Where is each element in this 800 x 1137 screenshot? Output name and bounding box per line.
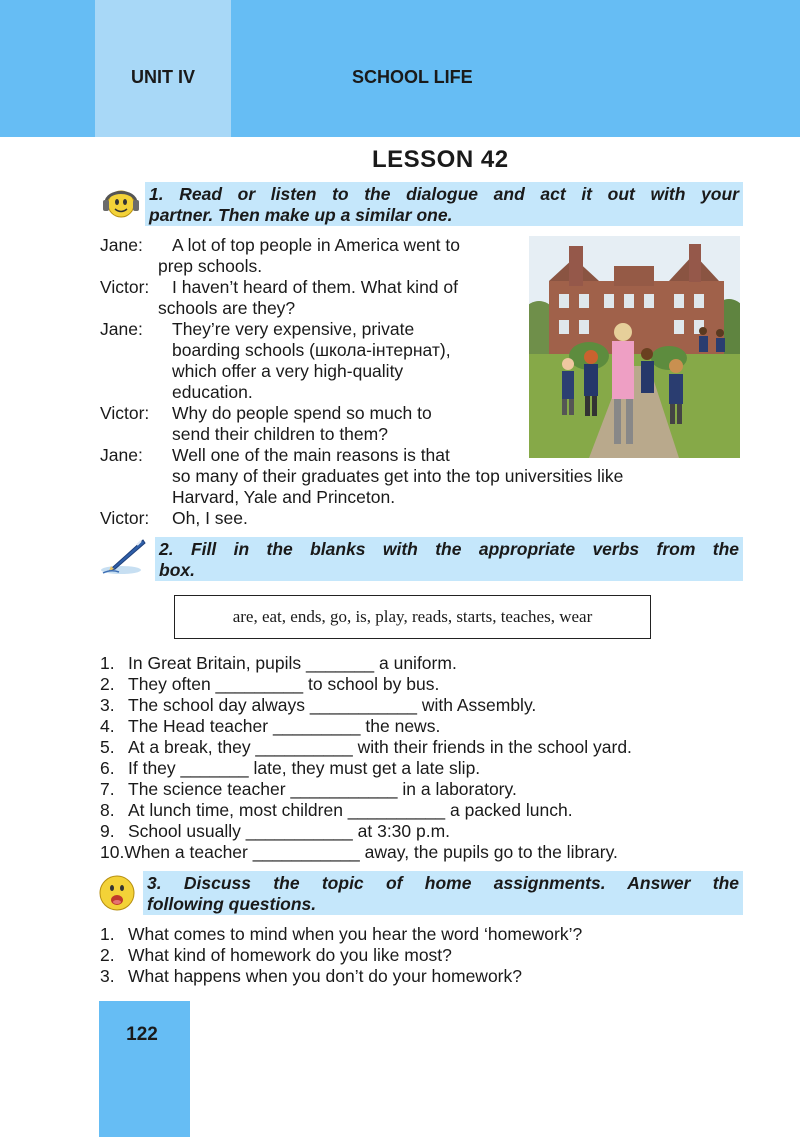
- exercise-item: 6. If they _______ late, they must get a late slip.: [100, 758, 481, 778]
- task1-line1: 1. Read or listen to the dialogue and act it out with your: [149, 184, 739, 204]
- exercise-item: 10.When a teacher ___________ away, the pupils go to the library.: [100, 842, 618, 862]
- task1-instruction: [145, 182, 743, 226]
- dialogue-line: education.: [172, 382, 253, 402]
- exercise-item: 2. They often _________ to school by bus.: [100, 674, 440, 694]
- question-item: 3. What happens when you don’t do your homework?: [100, 966, 522, 986]
- dialogue-line: schools are they?: [158, 298, 296, 318]
- question-item: 1. What comes to mind when you hear the word ‘homework’?: [100, 924, 583, 944]
- dialogue-speaker: Victor:: [100, 277, 150, 297]
- dialogue-line: I haven’t heard of them. What kind of: [172, 277, 458, 297]
- page-number: 122: [126, 1024, 158, 1045]
- exercise-item: 5. At a break, they __________ with their friends in the school yard.: [100, 737, 632, 757]
- dialogue-line: boarding schools (школа-інтернат),: [172, 340, 451, 360]
- word-box: are, eat, ends, go, is, play, reads, starts, teaches, wear: [174, 595, 651, 639]
- dialogue-line: A lot of top people in America went to: [172, 235, 460, 255]
- exercise-item: 4. The Head teacher _________ the news.: [100, 716, 441, 736]
- unit-label: UNIT IV: [130, 67, 195, 87]
- task3-line1: 3. Discuss the topic of home assignments. Answer the: [147, 873, 739, 893]
- exercise-item: 1. In Great Britain, pupils _______ a uniform.: [100, 653, 457, 673]
- dialogue-speaker: Jane:: [100, 319, 143, 339]
- exercise-item: 8. At lunch time, most children __________ a packed lunch.: [100, 800, 573, 820]
- question-item: 2. What kind of homework do you like most?: [100, 945, 452, 965]
- dialogue-line: They’re very expensive, private: [172, 319, 415, 339]
- dialogue-line: Why do people spend so much to: [172, 403, 432, 423]
- school-illustration: [529, 236, 740, 458]
- dialogue-line: Well one of the main reasons is that: [172, 445, 450, 465]
- pen-icon: [99, 537, 147, 577]
- dialogue-line: send their children to them?: [172, 424, 388, 444]
- dialogue-line: Oh, I see.: [172, 508, 248, 528]
- section-title: SCHOOL LIFE: [352, 67, 473, 87]
- dialogue-speaker: Victor:: [100, 403, 150, 423]
- exercise-item: 7. The science teacher ___________ in a laboratory.: [100, 779, 517, 799]
- task3-line2: following questions.: [147, 894, 317, 914]
- dialogue-speaker: Victor:: [100, 508, 150, 528]
- exercise-item: 3. The school day always ___________ with Assembly.: [100, 695, 537, 715]
- task2-line2: box.: [159, 560, 195, 580]
- task2-instruction: [155, 537, 743, 581]
- dialogue-line: Harvard, Yale and Princeton.: [172, 487, 396, 507]
- headphones-smiley-icon: [100, 181, 140, 223]
- dialogue-line: prep schools.: [158, 256, 263, 276]
- exercise-item: 9. School usually ___________ at 3:30 p.m.: [100, 821, 451, 841]
- talking-smiley-icon: [97, 873, 137, 913]
- dialogue-line: which offer a very high-quality: [172, 361, 404, 381]
- dialogue-speaker: Jane:: [100, 235, 143, 255]
- dialogue-speaker: Jane:: [100, 445, 143, 465]
- task1-line2: partner. Then make up a similar one.: [149, 205, 453, 225]
- page-number-tab: [99, 1001, 190, 1137]
- task2-line1: 2. Fill in the blanks with the appropriate verbs from the: [159, 539, 739, 559]
- lesson-title: LESSON 42: [372, 146, 509, 173]
- dialogue-line: so many of their graduates get into the top universities like: [172, 466, 624, 486]
- task3-instruction: [143, 871, 743, 915]
